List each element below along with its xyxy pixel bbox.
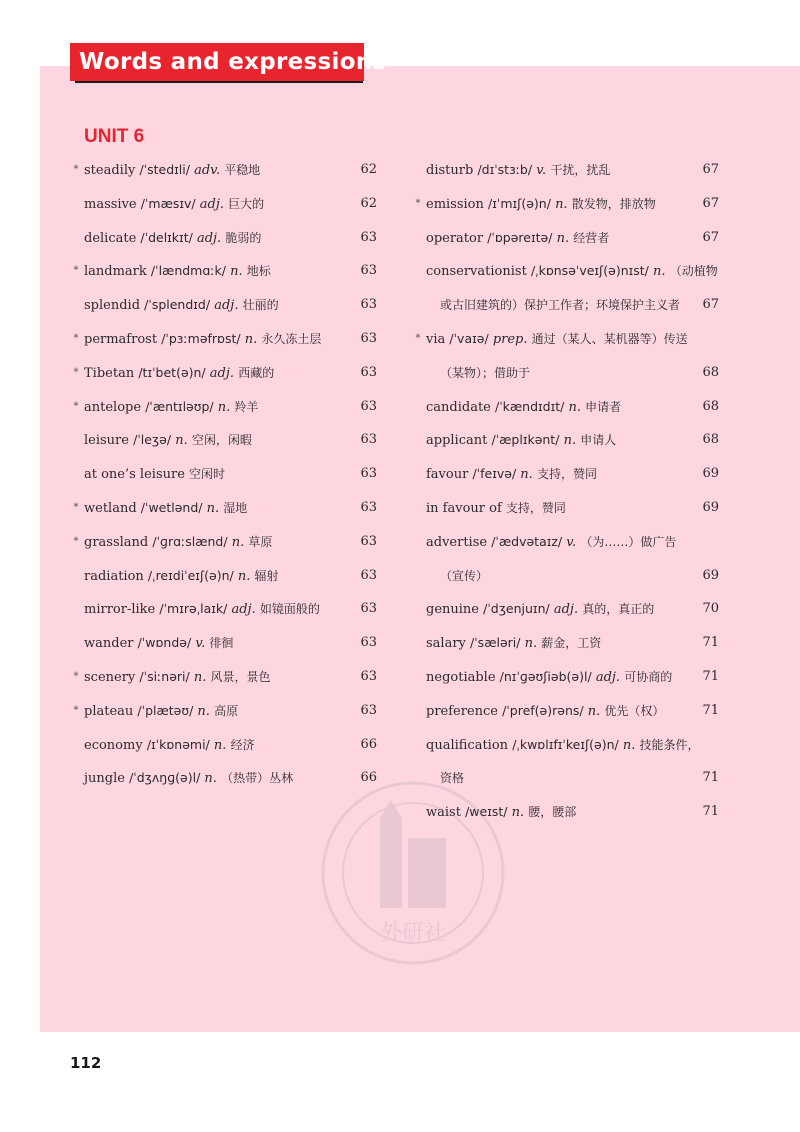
entry-page-number: 63 [360, 230, 377, 245]
entry-phonetic: /ˈɡrɑːslænd/ [152, 534, 228, 549]
entry-chinese-meaning: 徘徊 [209, 636, 234, 650]
entry-phonetic: /ˈædvətaɪz/ [491, 534, 563, 549]
entry-page-number: 63 [360, 568, 377, 583]
word-entry [73, 162, 261, 179]
entry-word: via [426, 332, 446, 347]
entry-part-of-speech: v. [536, 163, 547, 178]
word-entry [426, 703, 664, 720]
word-entry [73, 365, 275, 382]
entry-word: waist [426, 805, 461, 820]
entry-word: scenery [84, 670, 136, 685]
word-entry [426, 601, 654, 618]
word-entry [426, 162, 610, 179]
entry-word: Tibetan [84, 366, 135, 381]
entry-chinese-meaning: （某物）；借助于 [440, 366, 531, 380]
entry-page-number: 67 [702, 196, 719, 211]
word-entry [84, 432, 252, 449]
entry-chinese-meaning: 优先（权） [604, 704, 665, 718]
entry-chinese-meaning: 资格 [440, 771, 465, 785]
entry-chinese-meaning: 申请人 [580, 433, 617, 447]
entry-word: conservationist [426, 264, 527, 279]
entry-part-of-speech: n. [197, 704, 210, 719]
word-entry [73, 534, 273, 551]
entry-chinese-meaning: 支持，赞同 [505, 501, 566, 515]
entry-phonetic: /ˈstedɪli/ [139, 162, 190, 177]
star-icon: * [73, 367, 79, 378]
section-title: Words and expressions [70, 43, 364, 81]
entry-chinese-meaning: 通过（某人、某机器等）传送 [531, 332, 688, 346]
entry-phonetic: /ˈsplendɪd/ [144, 297, 211, 312]
entry-word: genuine [426, 602, 479, 617]
entry-chinese-meaning: 腰，腰部 [528, 805, 577, 819]
entry-word: steadily [84, 163, 136, 178]
entry-phonetic: /ˈdʒʌŋɡ(ə)l/ [129, 770, 201, 785]
entry-part-of-speech: n. [230, 264, 243, 279]
entry-part-of-speech: adj. [199, 197, 225, 212]
entry-part-of-speech: n. [244, 332, 258, 347]
entry-chinese-meaning: 湿地 [223, 501, 248, 515]
entry-phonetic: /ˈfeɪvə/ [472, 466, 517, 481]
entry-phonetic: /ˈplætəʊ/ [137, 703, 194, 718]
entry-page-number: 71 [702, 635, 719, 650]
entry-chinese-meaning: 经营者 [573, 231, 610, 245]
entry-page-number: 63 [360, 432, 377, 447]
entry-part-of-speech: adj. [209, 366, 235, 381]
word-entry [84, 230, 261, 247]
word-entry [415, 331, 688, 348]
entry-page-number: 68 [702, 365, 719, 380]
entry-page-number: 63 [360, 635, 377, 650]
star-icon: * [73, 265, 79, 276]
entry-page-number: 71 [702, 804, 719, 819]
entry-word: delicate [84, 231, 137, 246]
star-icon: * [73, 164, 79, 175]
entry-word: favour [426, 467, 469, 482]
entry-part-of-speech: adj. [553, 602, 579, 617]
entry-page-number: 71 [702, 703, 719, 718]
star-icon: * [73, 536, 79, 547]
entry-chinese-meaning: 可协商的 [624, 670, 673, 684]
entry-part-of-speech: n. [556, 231, 570, 246]
word-entry [73, 703, 239, 720]
entry-chinese-meaning: 或古旧建筑的）保护工作者；环境保护主义者 [440, 298, 681, 312]
star-icon: * [415, 333, 421, 344]
entry-word: landmark [84, 264, 147, 279]
entry-page-number: 71 [702, 770, 719, 785]
entry-page-number: 63 [360, 331, 377, 346]
entry-chinese-meaning: （为……）做广告 [580, 535, 677, 549]
entry-phonetic: /ˈdʒenjuɪn/ [483, 601, 550, 616]
entry-part-of-speech: n. [653, 264, 666, 279]
entry-page-number: 63 [360, 534, 377, 549]
entry-chinese-meaning: （热带）丛林 [221, 771, 294, 785]
word-entry [84, 466, 225, 483]
entry-page-number: 63 [360, 297, 377, 312]
entry-phonetic: /ˈsæləri/ [470, 635, 521, 650]
entry-page-number: 66 [360, 737, 377, 752]
word-entry [426, 399, 621, 416]
entry-page-number: 63 [360, 466, 377, 481]
word-entry [84, 635, 233, 652]
entry-part-of-speech: v. [195, 636, 206, 651]
entry-word: mirror-like [84, 602, 156, 617]
entry-page-number: 63 [360, 365, 377, 380]
entry-word: in favour of [426, 501, 502, 516]
entry-chinese-meaning: （宣传） [440, 569, 489, 583]
entry-part-of-speech: n. [231, 535, 245, 550]
entry-part-of-speech: n. [555, 197, 568, 212]
entry-chinese-meaning: 脆弱的 [225, 231, 262, 245]
entry-phonetic: /ɪˈmɪʃ(ə)n/ [488, 196, 551, 211]
entry-phonetic: /ˈlændmɑːk/ [150, 263, 226, 278]
word-entry [84, 601, 320, 618]
entry-part-of-speech: n. [568, 400, 582, 415]
entry-word: applicant [426, 433, 488, 448]
entry-page-number: 66 [360, 770, 377, 785]
entry-word: advertise [426, 535, 488, 550]
entry-page-number: 62 [360, 162, 377, 177]
word-entry [84, 770, 293, 787]
entry-word: at one’s leisure [84, 467, 185, 482]
word-entry [426, 737, 700, 754]
entry-phonetic: /ˈæplɪkənt/ [491, 432, 560, 447]
entry-part-of-speech: adv. [194, 163, 221, 178]
entry-part-of-speech: n. [237, 569, 251, 584]
entry-phonetic: /weɪst/ [465, 804, 508, 819]
entry-page-number: 69 [702, 466, 719, 481]
entry-page-number: 63 [360, 500, 377, 515]
entry-part-of-speech: n. [563, 433, 577, 448]
word-entry [84, 737, 255, 754]
star-icon: * [73, 502, 79, 513]
entry-word: negotiable [426, 670, 496, 685]
entry-phonetic: /ˈpɜːməfrɒst/ [161, 331, 241, 346]
word-entry [426, 500, 566, 517]
entry-part-of-speech: n. [217, 400, 231, 415]
entry-word: jungle [84, 771, 125, 786]
star-icon: * [415, 198, 421, 209]
entry-page-number: 69 [702, 568, 719, 583]
entry-page-number: 63 [360, 669, 377, 684]
entry-phonetic: /ˈmæsɪv/ [140, 196, 196, 211]
word-entry [426, 669, 672, 686]
entry-chinese-meaning: 草原 [248, 535, 273, 549]
entry-word: preference [426, 704, 498, 719]
entry-page-number: 63 [360, 703, 377, 718]
entry-chinese-meaning: 支持，赞同 [536, 467, 597, 481]
entry-part-of-speech: v. [566, 535, 577, 550]
entry-chinese-meaning: （动植物 [669, 264, 718, 278]
entry-part-of-speech: n. [206, 501, 220, 516]
entry-chinese-meaning: 风景，景色 [210, 670, 271, 684]
entry-chinese-meaning: 经济 [230, 738, 255, 752]
entry-page-number: 67 [702, 297, 719, 312]
entry-chinese-meaning: 干扰，扰乱 [550, 163, 611, 177]
entry-chinese-meaning: 地标 [246, 264, 271, 278]
entry-part-of-speech: adj. [196, 231, 222, 246]
entry-phonetic: /ˈsiːnəri/ [139, 669, 190, 684]
entry-word: economy [84, 738, 143, 753]
entry-phonetic: /dɪˈstɜːb/ [477, 162, 533, 177]
entry-chinese-meaning: 申请者 [585, 400, 622, 414]
entry-phonetic: /nɪˈɡəʊʃiəb(ə)l/ [499, 669, 592, 684]
entry-word: leisure [84, 433, 129, 448]
entry-page-number: 67 [702, 230, 719, 245]
word-entry [73, 399, 259, 416]
entry-chinese-meaning: 如镜面般的 [259, 602, 320, 616]
entry-phonetic: /tɪˈbet(ə)n/ [138, 365, 206, 380]
entry-page-number: 70 [702, 601, 719, 616]
word-entry [426, 635, 601, 652]
word-entry [426, 230, 609, 247]
entry-word: splendid [84, 298, 141, 313]
word-entry [73, 500, 248, 517]
entry-chinese-meaning: 真的，真正的 [582, 602, 655, 616]
entry-part-of-speech: n. [511, 805, 525, 820]
entry-page-number: 68 [702, 399, 719, 414]
entry-chinese-meaning: 羚羊 [234, 400, 259, 414]
entry-word: antelope [84, 400, 142, 415]
entry-part-of-speech: n. [193, 670, 207, 685]
word-entry [415, 196, 656, 213]
entry-phonetic: /ˈdelɪkɪt/ [140, 230, 193, 245]
entry-word: qualification [426, 738, 509, 753]
entry-part-of-speech: adj. [231, 602, 256, 617]
word-entry [84, 568, 279, 585]
entry-part-of-speech: n. [204, 771, 217, 786]
watermark-text: 外研社 [379, 921, 447, 946]
entry-word: radiation [84, 569, 144, 584]
unit-heading: UNIT 6 [84, 126, 145, 147]
entry-phonetic: /ˈleʒə/ [133, 432, 172, 447]
star-icon: * [73, 401, 79, 412]
entry-page-number: 63 [360, 263, 377, 278]
publisher-seal-watermark [318, 778, 508, 968]
entry-phonetic: /ɪˈkɒnəmi/ [146, 737, 210, 752]
word-entry [440, 365, 530, 382]
star-icon: * [73, 333, 79, 344]
entry-chinese-meaning: 壮丽的 [242, 298, 279, 312]
entry-part-of-speech: adj. [214, 298, 239, 313]
entry-part-of-speech: prep. [492, 332, 528, 347]
entry-part-of-speech: n. [524, 636, 538, 651]
entry-phonetic: /ˈæntɪləʊp/ [145, 399, 214, 414]
word-entry [84, 196, 264, 213]
entry-phonetic: /ˈwetlənd/ [140, 500, 203, 515]
entry-chinese-meaning: 散发物，排放物 [571, 197, 656, 211]
word-entry [426, 432, 616, 449]
entry-chinese-meaning: 技能条件， [639, 738, 700, 752]
entry-word: permafrost [84, 332, 158, 347]
entry-word: massive [84, 197, 137, 212]
word-entry [84, 297, 279, 314]
entry-chinese-meaning: 空闲时 [189, 467, 226, 481]
entry-part-of-speech: n. [175, 433, 188, 448]
entry-part-of-speech: adj. [595, 670, 621, 685]
word-entry [426, 466, 597, 483]
word-entry [73, 263, 271, 280]
entry-chinese-meaning: 平稳地 [224, 163, 261, 177]
entry-word: wander [84, 636, 134, 651]
entry-part-of-speech: n. [520, 467, 533, 482]
entry-part-of-speech: n. [213, 738, 227, 753]
entry-phonetic: /ˌkwɒlɪfɪˈkeɪʃ(ə)n/ [512, 737, 619, 752]
entry-word: operator [426, 231, 484, 246]
entry-chinese-meaning: 空闲，闲暇 [191, 433, 252, 447]
entry-page-number: 69 [702, 500, 719, 515]
entry-part-of-speech: n. [587, 704, 601, 719]
entry-page-number: 62 [360, 196, 377, 211]
entry-word: candidate [426, 400, 491, 415]
entry-phonetic: /ˌkɒnsəˈveɪʃ(ə)nɪst/ [530, 263, 649, 278]
entry-word: salary [426, 636, 466, 651]
entry-word: emission [426, 197, 484, 212]
entry-phonetic: /ˈɒpəreɪtə/ [487, 230, 553, 245]
entry-word: grassland [84, 535, 149, 550]
entry-page-number: 63 [360, 601, 377, 616]
word-entry [440, 297, 680, 314]
entry-part-of-speech: n. [622, 738, 636, 753]
entry-word: wetland [84, 501, 137, 516]
word-entry [73, 669, 271, 686]
entry-page-number: 63 [360, 399, 377, 414]
entry-page-number: 67 [702, 162, 719, 177]
word-entry [440, 568, 488, 585]
entry-chinese-meaning: 西藏的 [238, 366, 275, 380]
word-entry [73, 331, 322, 348]
entry-phonetic: /ˈkændɪdɪt/ [495, 399, 565, 414]
entry-phonetic: /ˈvaɪə/ [449, 331, 489, 346]
star-icon: * [73, 705, 79, 716]
entry-phonetic: /ˈwɒndə/ [137, 635, 192, 650]
entry-phonetic: /ˌreɪdiˈeɪʃ(ə)n/ [147, 568, 234, 583]
entry-chinese-meaning: 辐射 [254, 569, 279, 583]
entry-chinese-meaning: 巨大的 [228, 197, 265, 211]
entry-chinese-meaning: 高原 [214, 704, 239, 718]
entry-phonetic: /ˈmɪrəˌlaɪk/ [159, 601, 228, 616]
entry-page-number: 68 [702, 432, 719, 447]
entry-word: disturb [426, 163, 474, 178]
word-entry [426, 263, 718, 280]
word-entry [426, 534, 676, 551]
star-icon: * [73, 671, 79, 682]
entry-word: plateau [84, 704, 134, 719]
page-number: 112 [70, 1054, 102, 1072]
entry-phonetic: /ˈpref(ə)rəns/ [502, 703, 584, 718]
entry-page-number: 71 [702, 669, 719, 684]
entry-chinese-meaning: 永久冻土层 [261, 332, 322, 346]
entry-chinese-meaning: 薪金，工资 [541, 636, 602, 650]
